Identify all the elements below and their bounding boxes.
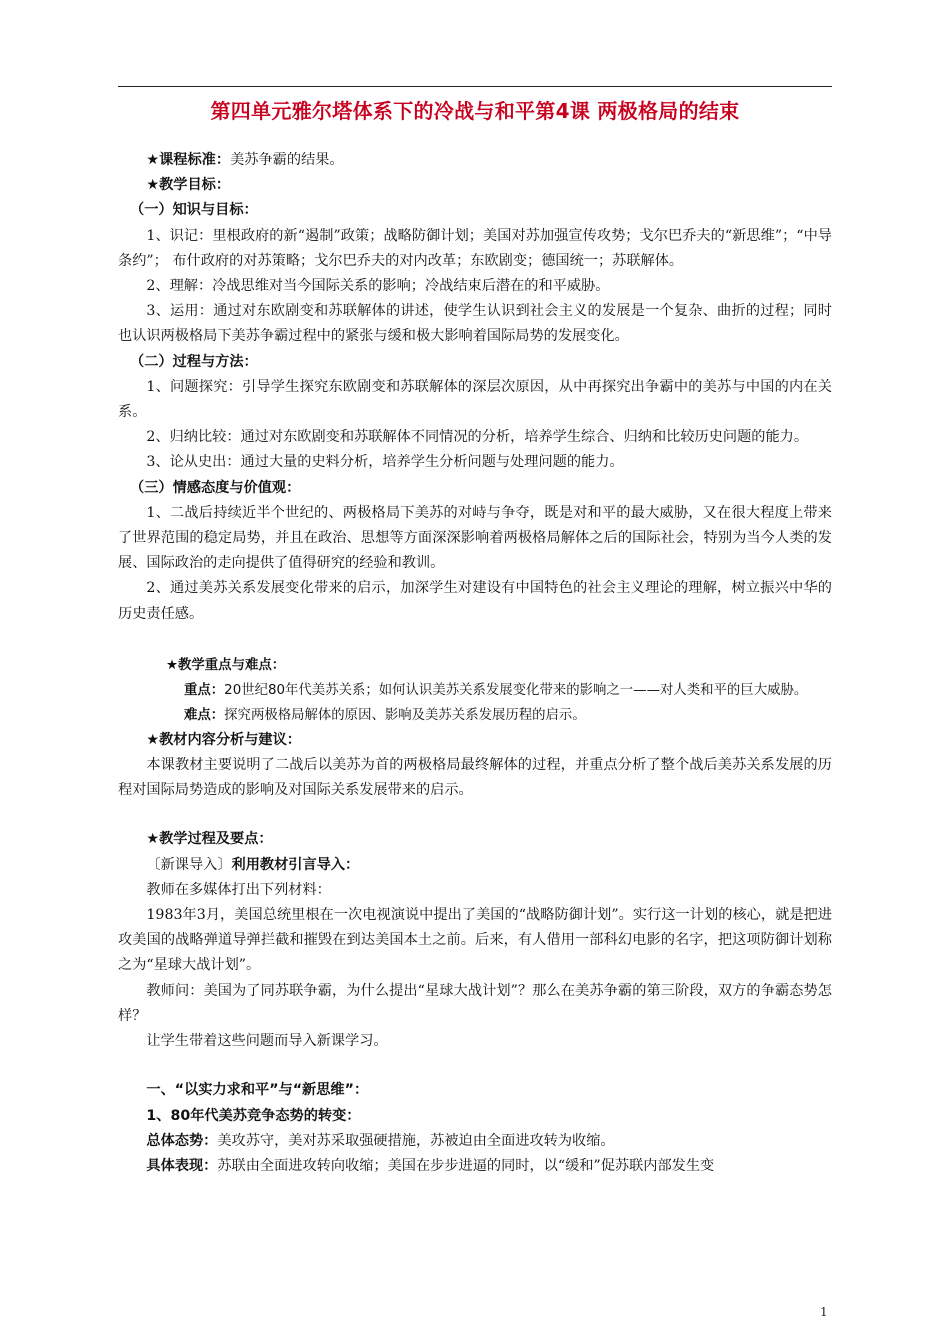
- intro-line: [118, 853, 832, 878]
- goal1-item: 1、识记：里根政府的新“遏制”政策；战略防御计划；美国对苏加强宣传攻势；戈尔巴乔夫的“新思维”；“中导条约”； 布什政府的对苏策略；戈尔巴乔夫的对内改革；东欧剧变；德国统一；苏联解体。: [118, 227, 832, 269]
- process-paragraph: 教师在多媒体打出下列材料：: [146, 881, 331, 898]
- goal1-heading: （一）知识与目标：: [130, 202, 258, 219]
- section1-subheading: 1、80年代美苏竞争态势的转变：: [146, 1107, 361, 1124]
- goal3-item: 1、二战后持续近半个世纪的、两极格局下美苏的对峙与争夺，既是对和平的最大威胁，又在很大程度上带来了世界范围的稳定局势，并且在政治、思想等方面深深影响着两极格局解体之后的国际社会，特别为当今人类的发展、国际政治的走向提供了值得研究的经验和教训。: [118, 504, 832, 572]
- detail-text: 苏联由全面进攻转向收缩；美国在步步进逼的同时，以“缓和”促苏联内部发生变: [217, 1157, 715, 1174]
- goal2-item: 1、问题探究：引导学生探究东欧剧变和苏联解体的深层次原因，从中再探究出争霸中的美苏与中国的内在关系。: [118, 378, 832, 421]
- overall-label: 总体态势：: [146, 1132, 218, 1149]
- intro-prefix: 〔新课导入〕: [146, 856, 232, 873]
- difficulty-text: 探究两极格局解体的原因、影响及美苏关系发展历程的启示。: [224, 707, 586, 723]
- goal3-heading: （三）情感态度与价值观：: [130, 479, 301, 496]
- goal2-item: 2、归纳比较：通过对东欧剧变和苏联解体不同情况的分析，培养学生综合、归纳和比较历史问题的能力。: [146, 429, 809, 446]
- document-body: [118, 148, 832, 1179]
- header-rule: [118, 86, 832, 87]
- difficulty-label: 难点：: [184, 707, 225, 723]
- process-heading: ★教学过程及要点：: [146, 831, 273, 848]
- section1-heading: 一、“以实力求和平”与“新思维”：: [146, 1082, 369, 1099]
- analysis-heading: ★教材内容分析与建议：: [146, 731, 301, 748]
- keypoints-heading: ★教学重点与难点：: [166, 657, 286, 673]
- process-paragraph: 让学生带着这些问题而导入新课学习。: [146, 1033, 388, 1050]
- goal2-item: 3、论从史出：通过大量的史料分析，培养学生分析问题与处理问题的能力。: [146, 454, 624, 471]
- page-number: 1: [820, 1305, 828, 1319]
- detail-label: 具体表现：: [146, 1157, 218, 1174]
- course-standard-text: 美苏争霸的结果。: [230, 152, 344, 168]
- goal1-item: 3、运用：通过对东欧剧变和苏联解体的讲述，使学生认识到社会主义的发展是一个复杂、曲折的过程；同时也认识两极格局下美苏争霸过程中的紧张与缓和极大影响着国际局势的发展变化。: [118, 303, 832, 345]
- analysis-text: 本课教材主要说明了二战后以美苏为首的两极格局最终解体的过程，并重点分析了整个战后美苏关系发展的历程对国际局势造成的影响及对国际关系发展带来的启示。: [118, 757, 832, 799]
- goal1-item: 2、理解：冷战思维对当今国际关系的影响；冷战结束后潜在的和平威胁。: [146, 278, 610, 295]
- focus-line: [166, 678, 832, 703]
- keypoints-box: [166, 653, 832, 728]
- overall-line: [118, 1129, 832, 1154]
- goal3-item: 2、通过美苏关系发展变化带来的启示，加深学生对建设有中国特色的社会主义理论的理解，树立振兴中华的历史责任感。: [118, 580, 832, 622]
- process-paragraph: 1983年3月，美国总统里根在一次电视演说中提出了美国的“战略防御计划”。实行这一计划的核心，就是把进攻美国的战略弹道导弹拦截和摧毁在到达美国本土之前。后来，有人借用一部科幻电影的名字，把这项防御计划称之为“星球大战计划”。: [118, 907, 832, 974]
- overall-text: 美攻苏守，美对苏采取强硬措施，苏被迫由全面进攻转为收缩。: [217, 1132, 615, 1149]
- goals-heading: ★教学目标：: [146, 177, 231, 194]
- process-paragraph: 教师问：美国为了同苏联争霸，为什么提出“星球大战计划”？那么在美苏争霸的第三阶段，双方的争霸态势怎样？: [118, 982, 832, 1024]
- goal2-heading: （二）过程与方法：: [130, 353, 258, 370]
- course-standard-label: ★课程标准：: [146, 152, 231, 168]
- detail-line: [118, 1154, 832, 1179]
- focus-label: 重点：: [184, 682, 225, 698]
- course-standard: [118, 148, 832, 173]
- intro-bold: 利用教材引言导入：: [231, 856, 360, 873]
- page-title: 第四单元雅尔塔体系下的冷战与和平第4课 两极格局的结束: [210, 99, 740, 123]
- difficulty-line: [166, 703, 832, 728]
- focus-text: 20世纪80年代美苏关系；如何认识美苏关系发展变化带来的影响之一——对人类和平的巨大威胁。: [224, 682, 808, 698]
